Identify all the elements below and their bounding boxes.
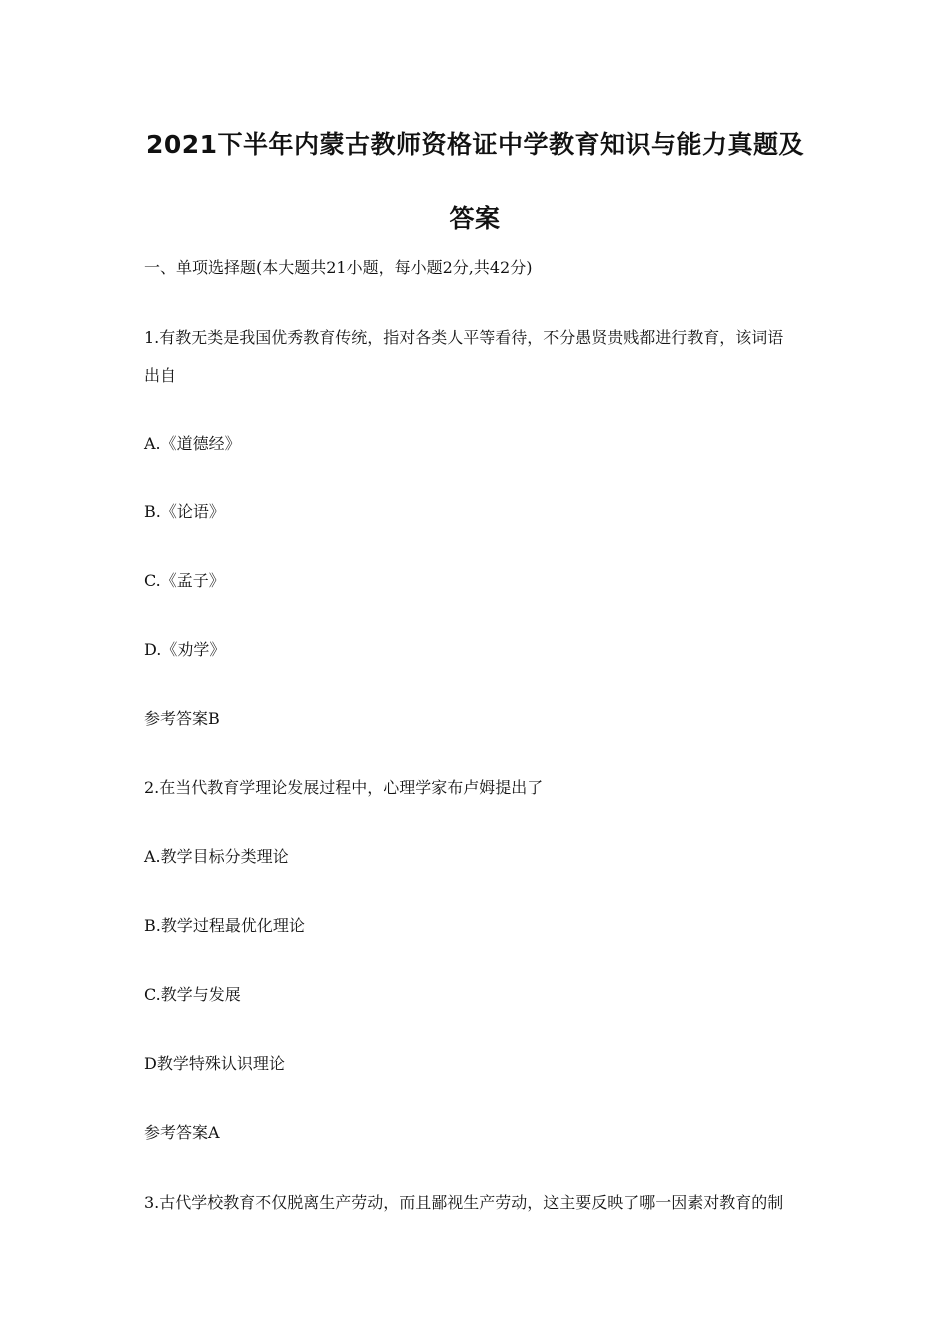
- q2-option-d: D教学特殊认识理论: [144, 1054, 285, 1073]
- q1-stem-line2: 出自: [144, 366, 177, 385]
- document-title-line1: 2021下半年内蒙古教师资格证中学教育知识与能力真题及: [145, 130, 805, 159]
- q3-stem-line1: 3.古代学校教育不仅脱离生产劳动，而且鄙视生产劳动，这主要反映了哪一因素对教育的制: [144, 1193, 784, 1212]
- q2-option-a: A.教学目标分类理论: [144, 847, 289, 866]
- q1-option-a: A.《道德经》: [144, 434, 241, 453]
- document-title-line2: 答案: [449, 204, 501, 233]
- q1-stem-line1: 1.有教无类是我国优秀教育传统，指对各类人平等看待，不分愚贤贵贱都进行教育，该词语: [144, 328, 784, 347]
- q1-option-d: D.《劝学》: [144, 640, 226, 659]
- q2-option-c: C.教学与发展: [144, 985, 241, 1004]
- q2-stem: 2.在当代教育学理论发展过程中，心理学家布卢姆提出了: [144, 778, 544, 797]
- section-heading: 一、单项选择题(本大题共21小题，每小题2分,共42分): [144, 258, 533, 277]
- q1-answer: 参考答案B: [144, 709, 220, 728]
- q1-option-b: B.《论语》: [144, 502, 225, 521]
- q2-option-b: B.教学过程最优化理论: [144, 916, 305, 935]
- q2-answer: 参考答案A: [144, 1123, 220, 1142]
- q1-option-c: C.《孟子》: [144, 571, 225, 590]
